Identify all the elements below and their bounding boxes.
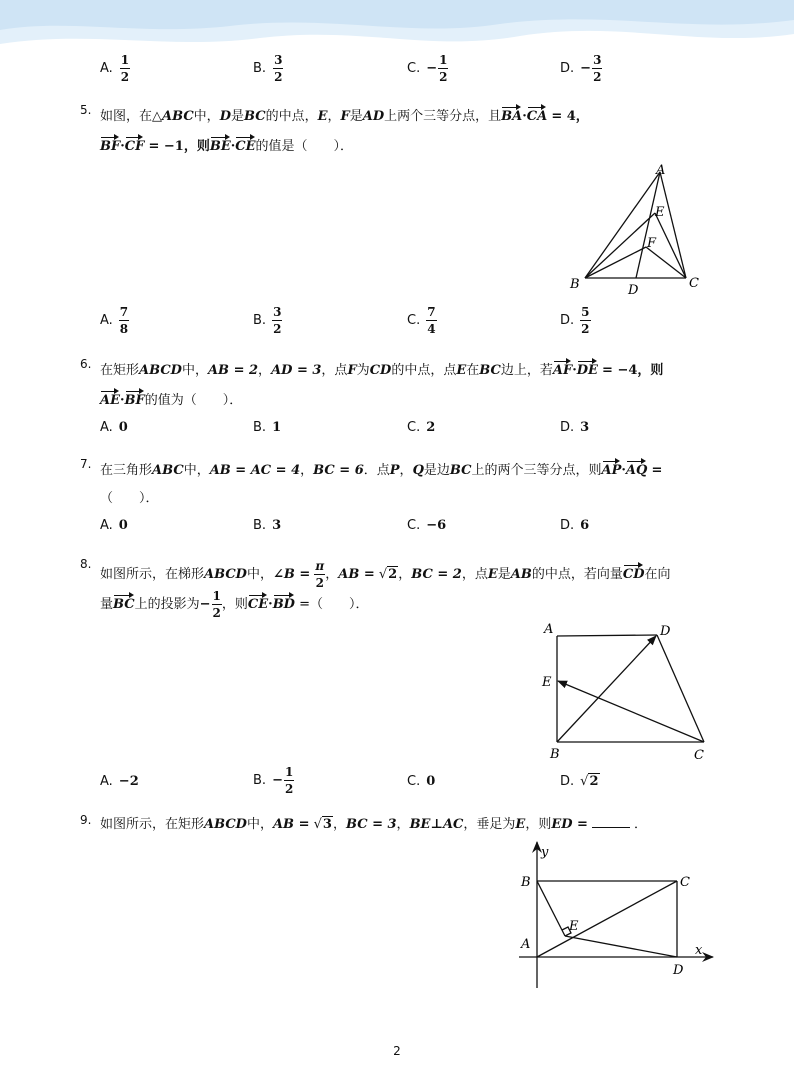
option-c[interactable]: C. $\frac{7}{4}$ [407,305,436,336]
question-text-line-2: AE·BF的值为（ ）． [100,390,242,410]
option-d[interactable]: D. 3 [560,420,590,435]
label-d: D [660,624,671,639]
label-d: D [673,963,684,978]
question-text: 如图所示，在梯形ABCD中，∠B = $\frac{\pi}{2}$ ，AB = √2，BC = 2，点E是AB的中点，若向量CD在向 [100,559,671,590]
label-x: x [695,943,703,958]
option-a[interactable]: A. 0 [100,518,128,533]
question-text: 在矩形ABCD中，AB = 2，AD = 3，点F为CD的中点，点E在BC边上，若AF·DE = −4，则 [100,360,663,380]
option-a[interactable]: A. $\frac{1}{2}$ [100,53,130,84]
label-a: A [521,937,531,952]
question-text: 在三角形ABC中，AB = AC = 4，BC = 6．点P，Q是边BC上的两个三等分点，则AP·AQ = [100,460,662,480]
vector: AF [553,360,572,380]
option-a[interactable]: A. $\frac{7}{8}$ [100,305,129,336]
vector: CA [527,106,547,126]
vector: AQ [626,460,647,480]
q8-trapezoid-figure [536,618,716,766]
question-number: 6. [80,357,92,371]
label-b: B [570,277,580,292]
option-d[interactable]: D. √2 [560,774,599,789]
answer-blank[interactable] [592,827,630,828]
question-text-line-2: （ ）． [100,491,159,506]
question-text: 如图所示，在矩形ABCD中，AB = √3，BC = 3，BE⊥AC，垂足为E，则ED = ． [100,817,647,832]
option-c[interactable]: C. 2 [407,420,436,435]
vector: AE [100,390,120,410]
question-text: 如图，在△ABC中，D是BC的中点，E，F是AD上两个三等分点，且BA·CA = 4， [100,106,589,126]
option-b[interactable]: B. 3 [253,518,282,533]
vector: DE [577,360,598,380]
option-c[interactable]: C. −6 [407,518,447,533]
vector: CF [125,136,145,156]
option-b[interactable]: B. 1 [253,420,282,435]
option-d[interactable]: D. $\frac{5}{2}$ [560,305,590,336]
label-e: E [569,919,579,934]
question-number: 8. [80,557,92,571]
label-y: y [541,845,549,860]
label-b: B [521,875,531,890]
fraction: $\frac{1}{2}$ [439,53,448,84]
vector: BE [210,136,231,156]
option-b[interactable]: B. − $\frac{1}{2}$ [253,765,294,796]
option-c[interactable]: C. 0 [407,774,436,789]
square-root: √2 [378,567,398,582]
vector: CE [235,136,255,156]
question-number: 7. [80,457,92,471]
question-text-line-2: 量BC上的投影为− $\frac{1}{2}$ ，则CE·BD =（ ）． [100,589,369,620]
label-e: E [655,205,665,220]
option-a[interactable]: A. −2 [100,774,139,789]
label-f: F [647,236,657,251]
vector: AP [602,460,622,480]
option-b[interactable]: B. $\frac{3}{2}$ [253,53,283,84]
q9-rectangle-coordinate-figure [505,838,720,993]
label-c: C [689,276,699,291]
vector: BD [273,594,295,614]
fraction: $\frac{3}{2}$ [274,53,283,84]
label-b: B [550,747,560,762]
square-root: √2 [580,774,599,789]
question-number: 9. [80,813,92,827]
label-c: C [694,748,704,763]
vector: BA [501,106,522,126]
option-d[interactable]: D. 6 [560,518,590,533]
label-e: E [542,675,552,690]
fraction: $\frac{1}{2}$ [120,53,130,84]
question-number: 5. [80,103,92,117]
label-c: C [680,875,690,890]
label-a: A [544,622,554,637]
q5-triangle-figure [560,160,710,300]
fraction: $\frac{3}{2}$ [593,53,602,84]
label-a: A [656,163,666,178]
label-d: D [628,283,639,298]
vector: BF [100,136,120,156]
square-root: √3 [313,817,332,832]
header-wave-decoration [0,0,794,60]
vector: BC [113,594,135,614]
option-c[interactable]: C. − $\frac{1}{2}$ [407,53,448,84]
vector: CE [248,594,268,614]
option-b[interactable]: B. $\frac{3}{2}$ [253,305,282,336]
vector: BF [125,390,145,410]
option-a[interactable]: A. 0 [100,420,128,435]
vector: CD [623,564,645,584]
page-number: 2 [393,1044,401,1058]
question-text-line-2: BF·CF = −1，则BE·CE的值是（ ）． [100,136,353,156]
option-d[interactable]: D. − $\frac{3}{2}$ [560,53,602,84]
